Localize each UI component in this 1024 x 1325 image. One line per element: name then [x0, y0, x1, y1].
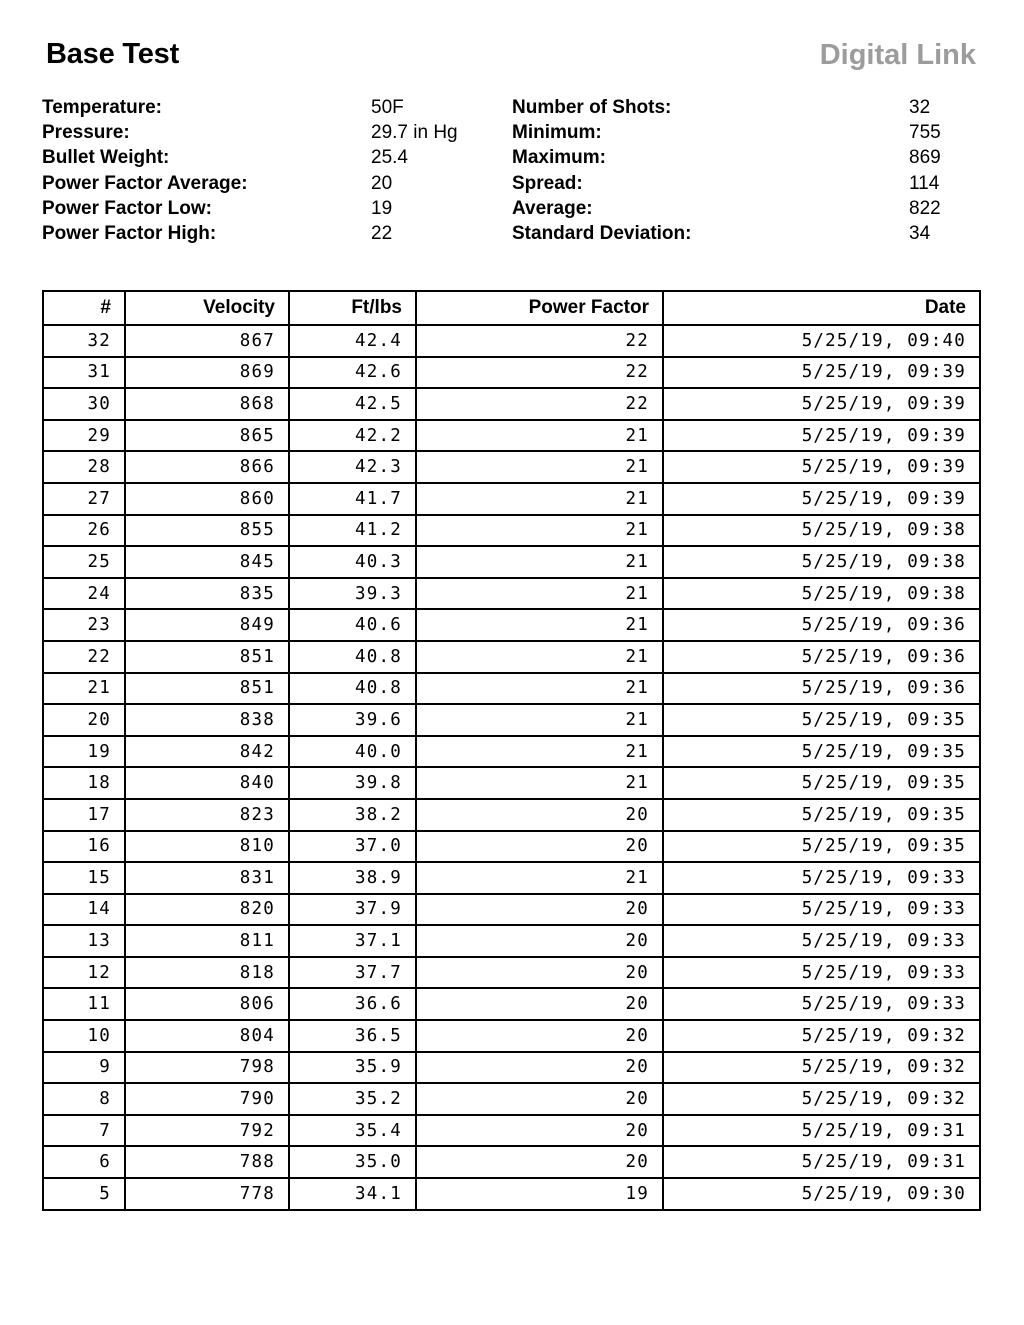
- cell-ft-lbs: 40.6: [289, 609, 416, 641]
- cell-ft-lbs: 42.5: [289, 388, 416, 420]
- table-row: [43, 1146, 980, 1178]
- cell-velocity: 860: [125, 483, 289, 515]
- cell-ft-lbs: 35.9: [289, 1052, 416, 1084]
- cell-velocity: 845: [125, 546, 289, 578]
- page-title: Base Test: [46, 38, 180, 70]
- cell-velocity: 855: [125, 515, 289, 547]
- cell-power-factor: 21: [416, 420, 663, 452]
- cell-shot-number: 32: [43, 325, 125, 357]
- cell-shot-number: 15: [43, 862, 125, 894]
- cell-ft-lbs: 35.0: [289, 1146, 416, 1178]
- stat-label: Power Factor High:: [42, 222, 217, 244]
- stat-minimum: [512, 120, 972, 145]
- cell-shot-number: 13: [43, 925, 125, 957]
- cell-ft-lbs: 38.9: [289, 862, 416, 894]
- cell-shot-number: 31: [43, 357, 125, 389]
- cell-date: 5/25/19, 09:35: [663, 799, 980, 831]
- cell-power-factor: 20: [416, 1115, 663, 1147]
- cell-ft-lbs: 41.2: [289, 515, 416, 547]
- cell-power-factor: 20: [416, 1020, 663, 1052]
- cell-date: 5/25/19, 09:39: [663, 451, 980, 483]
- stat-value: 32: [909, 97, 931, 118]
- cell-power-factor: 22: [416, 388, 663, 420]
- cell-velocity: 778: [125, 1178, 289, 1210]
- cell-velocity: 823: [125, 799, 289, 831]
- cell-date: 5/25/19, 09:40: [663, 325, 980, 357]
- stat-value: 114: [909, 172, 940, 194]
- cell-power-factor: 20: [416, 988, 663, 1020]
- cell-ft-lbs: 42.4: [289, 325, 416, 357]
- cell-date: 5/25/19, 09:33: [663, 988, 980, 1020]
- cell-shot-number: 8: [43, 1083, 125, 1115]
- cell-date: 5/25/19, 09:33: [663, 957, 980, 989]
- cell-shot-number: 29: [43, 420, 125, 452]
- cell-power-factor: 21: [416, 641, 663, 673]
- stat-label: Number of Shots:: [512, 97, 672, 118]
- cell-shot-number: 9: [43, 1052, 125, 1084]
- stat-temperature: [42, 95, 482, 120]
- brand-logo-text: Digital Link: [819, 39, 976, 71]
- cell-date: 5/25/19, 09:38: [663, 515, 980, 547]
- cell-power-factor: 21: [416, 483, 663, 515]
- table-row: [43, 862, 980, 894]
- cell-power-factor: 21: [416, 546, 663, 578]
- stat-value: 869: [909, 147, 941, 169]
- stat-label: Spread:: [512, 172, 583, 194]
- stat-value: 22: [371, 222, 393, 244]
- cell-velocity: 869: [125, 357, 289, 389]
- stat-power-factor-high: [42, 221, 482, 246]
- table-row: [43, 546, 980, 578]
- table-row: [43, 767, 980, 799]
- cell-shot-number: 5: [43, 1178, 125, 1210]
- cell-shot-number: 7: [43, 1115, 125, 1147]
- stat-label: Power Factor Low:: [42, 197, 212, 219]
- cell-power-factor: 21: [416, 736, 663, 768]
- cell-ft-lbs: 36.5: [289, 1020, 416, 1052]
- cell-date: 5/25/19, 09:35: [663, 736, 980, 768]
- cell-date: 5/25/19, 09:31: [663, 1146, 980, 1178]
- cell-shot-number: 12: [43, 957, 125, 989]
- cell-velocity: 820: [125, 894, 289, 926]
- table-row: [43, 736, 980, 768]
- cell-velocity: 811: [125, 925, 289, 957]
- cell-date: 5/25/19, 09:32: [663, 1083, 980, 1115]
- cell-ft-lbs: 39.3: [289, 578, 416, 610]
- cell-shot-number: 16: [43, 831, 125, 863]
- cell-power-factor: 20: [416, 1146, 663, 1178]
- cell-velocity: 835: [125, 578, 289, 610]
- cell-power-factor: 22: [416, 325, 663, 357]
- stat-value: 29.7 in Hg: [371, 122, 458, 144]
- cell-velocity: 792: [125, 1115, 289, 1147]
- stat-average: [512, 196, 972, 221]
- cell-power-factor: 21: [416, 862, 663, 894]
- table-row: [43, 673, 980, 705]
- column-header-number: #: [43, 291, 125, 325]
- cell-power-factor: 21: [416, 515, 663, 547]
- cell-shot-number: 21: [43, 673, 125, 705]
- table-row: [43, 641, 980, 673]
- cell-date: 5/25/19, 09:35: [663, 767, 980, 799]
- cell-power-factor: 21: [416, 578, 663, 610]
- table-row: [43, 451, 980, 483]
- stat-spread: [512, 171, 972, 196]
- table-row: [43, 704, 980, 736]
- cell-velocity: 818: [125, 957, 289, 989]
- cell-velocity: 840: [125, 767, 289, 799]
- stat-power-factor-average: [42, 171, 482, 196]
- table-row: [43, 325, 980, 357]
- stat-value: 50F: [371, 97, 404, 118]
- cell-shot-number: 25: [43, 546, 125, 578]
- cell-ft-lbs: 40.0: [289, 736, 416, 768]
- cell-velocity: 842: [125, 736, 289, 768]
- cell-date: 5/25/19, 09:35: [663, 704, 980, 736]
- table-row: [43, 483, 980, 515]
- cell-velocity: 865: [125, 420, 289, 452]
- cell-ft-lbs: 37.1: [289, 925, 416, 957]
- cell-ft-lbs: 39.8: [289, 767, 416, 799]
- stats-left-panel: [42, 95, 482, 246]
- stat-standard-deviation: [512, 221, 972, 246]
- table-row: [43, 957, 980, 989]
- cell-date: 5/25/19, 09:36: [663, 673, 980, 705]
- cell-velocity: 866: [125, 451, 289, 483]
- stat-value: 19: [371, 197, 393, 219]
- table-row: [43, 420, 980, 452]
- cell-shot-number: 19: [43, 736, 125, 768]
- table-row: [43, 515, 980, 547]
- column-header-ft-lbs: Ft/lbs: [289, 291, 416, 325]
- cell-shot-number: 28: [43, 451, 125, 483]
- stats-right-panel: [512, 95, 972, 246]
- shots-table: [42, 290, 981, 1211]
- cell-shot-number: 27: [43, 483, 125, 515]
- cell-ft-lbs: 42.3: [289, 451, 416, 483]
- table-row: [43, 1052, 980, 1084]
- cell-ft-lbs: 38.2: [289, 799, 416, 831]
- cell-shot-number: 30: [43, 388, 125, 420]
- cell-date: 5/25/19, 09:32: [663, 1052, 980, 1084]
- table-row: [43, 357, 980, 389]
- cell-date: 5/25/19, 09:31: [663, 1115, 980, 1147]
- shots-table-body: [43, 325, 980, 1210]
- stat-label: Average:: [512, 197, 593, 219]
- stat-number-of-shots: [512, 95, 972, 120]
- table-row: [43, 1083, 980, 1115]
- stat-value: 25.4: [371, 147, 408, 169]
- cell-velocity: 867: [125, 325, 289, 357]
- cell-power-factor: 21: [416, 609, 663, 641]
- cell-shot-number: 6: [43, 1146, 125, 1178]
- cell-date: 5/25/19, 09:30: [663, 1178, 980, 1210]
- cell-ft-lbs: 35.4: [289, 1115, 416, 1147]
- cell-shot-number: 26: [43, 515, 125, 547]
- cell-power-factor: 21: [416, 673, 663, 705]
- cell-velocity: 798: [125, 1052, 289, 1084]
- cell-date: 5/25/19, 09:39: [663, 388, 980, 420]
- cell-date: 5/25/19, 09:39: [663, 483, 980, 515]
- table-row: [43, 988, 980, 1020]
- cell-ft-lbs: 35.2: [289, 1083, 416, 1115]
- cell-date: 5/25/19, 09:39: [663, 357, 980, 389]
- cell-velocity: 788: [125, 1146, 289, 1178]
- cell-power-factor: 20: [416, 831, 663, 863]
- table-row: [43, 1115, 980, 1147]
- table-row: [43, 894, 980, 926]
- cell-power-factor: 21: [416, 704, 663, 736]
- table-row: [43, 388, 980, 420]
- cell-shot-number: 14: [43, 894, 125, 926]
- cell-power-factor: 20: [416, 925, 663, 957]
- cell-velocity: 806: [125, 988, 289, 1020]
- stat-label: Temperature:: [42, 97, 163, 118]
- cell-power-factor: 19: [416, 1178, 663, 1210]
- stat-label: Pressure:: [42, 122, 130, 144]
- cell-velocity: 831: [125, 862, 289, 894]
- cell-power-factor: 20: [416, 1083, 663, 1115]
- cell-date: 5/25/19, 09:38: [663, 546, 980, 578]
- cell-ft-lbs: 37.9: [289, 894, 416, 926]
- cell-shot-number: 11: [43, 988, 125, 1020]
- cell-ft-lbs: 40.3: [289, 546, 416, 578]
- cell-power-factor: 20: [416, 1052, 663, 1084]
- cell-ft-lbs: 36.6: [289, 988, 416, 1020]
- stat-label: Power Factor Average:: [42, 172, 248, 194]
- column-header-power-factor: Power Factor: [416, 291, 663, 325]
- cell-shot-number: 17: [43, 799, 125, 831]
- cell-velocity: 810: [125, 831, 289, 863]
- cell-date: 5/25/19, 09:35: [663, 831, 980, 863]
- cell-power-factor: 21: [416, 767, 663, 799]
- cell-velocity: 849: [125, 609, 289, 641]
- cell-date: 5/25/19, 09:32: [663, 1020, 980, 1052]
- stat-label: Bullet Weight:: [42, 147, 170, 169]
- stat-label: Minimum:: [512, 122, 602, 144]
- stat-value: 822: [909, 197, 941, 219]
- cell-velocity: 804: [125, 1020, 289, 1052]
- table-row: [43, 799, 980, 831]
- cell-power-factor: 20: [416, 799, 663, 831]
- cell-ft-lbs: 39.6: [289, 704, 416, 736]
- cell-date: 5/25/19, 09:33: [663, 925, 980, 957]
- table-row: [43, 831, 980, 863]
- stat-label: Maximum:: [512, 147, 606, 169]
- cell-velocity: 851: [125, 673, 289, 705]
- stat-value: 34: [909, 222, 931, 244]
- cell-power-factor: 20: [416, 957, 663, 989]
- column-header-date: Date: [663, 291, 980, 325]
- table-row: [43, 1020, 980, 1052]
- table-row: [43, 925, 980, 957]
- cell-velocity: 868: [125, 388, 289, 420]
- stat-power-factor-low: [42, 196, 482, 221]
- cell-date: 5/25/19, 09:36: [663, 609, 980, 641]
- cell-ft-lbs: 42.2: [289, 420, 416, 452]
- cell-velocity: 851: [125, 641, 289, 673]
- cell-ft-lbs: 41.7: [289, 483, 416, 515]
- cell-power-factor: 21: [416, 451, 663, 483]
- cell-shot-number: 20: [43, 704, 125, 736]
- cell-date: 5/25/19, 09:39: [663, 420, 980, 452]
- cell-shot-number: 10: [43, 1020, 125, 1052]
- stat-bullet-weight: [42, 145, 482, 170]
- cell-date: 5/25/19, 09:33: [663, 862, 980, 894]
- table-row: [43, 609, 980, 641]
- cell-ft-lbs: 40.8: [289, 641, 416, 673]
- cell-ft-lbs: 34.1: [289, 1178, 416, 1210]
- column-header-velocity: Velocity: [125, 291, 289, 325]
- cell-power-factor: 22: [416, 357, 663, 389]
- cell-ft-lbs: 40.8: [289, 673, 416, 705]
- cell-date: 5/25/19, 09:33: [663, 894, 980, 926]
- cell-ft-lbs: 37.7: [289, 957, 416, 989]
- stat-pressure: [42, 120, 482, 145]
- cell-shot-number: 23: [43, 609, 125, 641]
- cell-shot-number: 24: [43, 578, 125, 610]
- cell-shot-number: 22: [43, 641, 125, 673]
- cell-shot-number: 18: [43, 767, 125, 799]
- stat-maximum: [512, 145, 972, 170]
- stat-value: 755: [909, 122, 941, 144]
- stat-value: 20: [371, 172, 393, 194]
- cell-date: 5/25/19, 09:38: [663, 578, 980, 610]
- cell-velocity: 838: [125, 704, 289, 736]
- cell-ft-lbs: 42.6: [289, 357, 416, 389]
- table-header-row: [43, 291, 980, 325]
- cell-ft-lbs: 37.0: [289, 831, 416, 863]
- cell-date: 5/25/19, 09:36: [663, 641, 980, 673]
- stat-label: Standard Deviation:: [512, 222, 692, 244]
- cell-power-factor: 20: [416, 894, 663, 926]
- table-row: [43, 1178, 980, 1210]
- table-row: [43, 578, 980, 610]
- cell-velocity: 790: [125, 1083, 289, 1115]
